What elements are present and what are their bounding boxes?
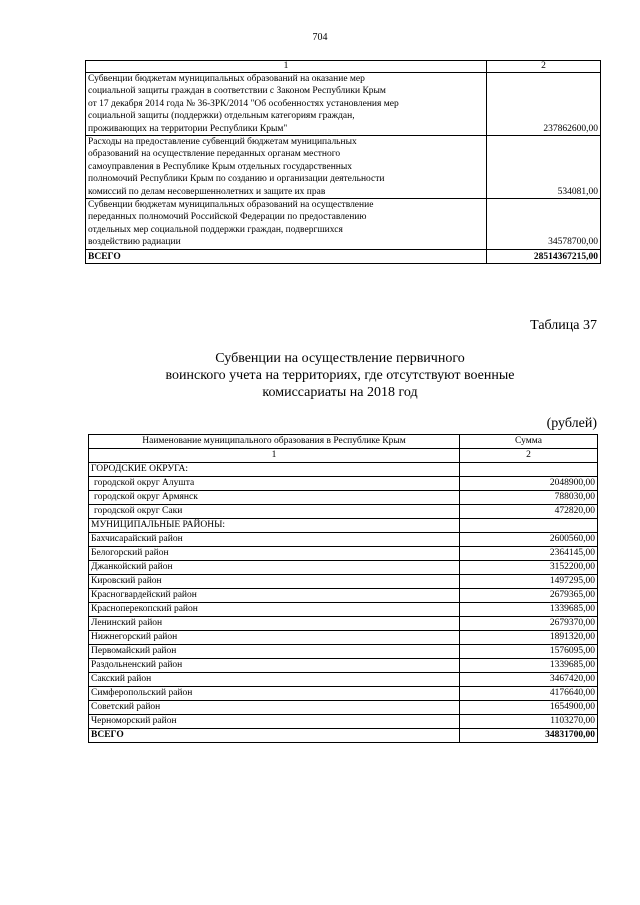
municipality-name: Ленинский район [89, 617, 460, 631]
header-name: Наименование муниципального образования в Республике Крым [89, 435, 460, 449]
municipality-name: городской округ Армянск [89, 491, 460, 505]
row-description [86, 136, 487, 199]
table-title [100, 350, 580, 401]
municipality-sum: 2679365,00 [460, 589, 598, 603]
subventions-table [85, 60, 601, 264]
municipality-sum: 3152200,00 [460, 561, 598, 575]
table-row [89, 687, 598, 701]
title-line: воинского учета на территориях, где отсутствуют военные [165, 368, 515, 383]
page-number: 704 [312, 32, 328, 43]
table-row [89, 617, 598, 631]
table-row [89, 491, 598, 505]
total-sum: 34831700,00 [460, 729, 598, 743]
description-line: социальной защиты (поддержки) отдельным категориям граждан, [88, 111, 355, 122]
municipality-name: Кировский район [89, 575, 460, 589]
municipality-sum: 1103270,00 [460, 715, 598, 729]
table-row [89, 589, 598, 603]
section-heading-row [89, 463, 598, 477]
description-line: проживающих на территории Республики Крым" [88, 123, 288, 134]
column-number-2: 2 [487, 61, 601, 73]
municipality-name: городской округ Алушта [89, 477, 460, 491]
municipality-sum: 1654900,00 [460, 701, 598, 715]
table-row [89, 477, 598, 491]
section-heading-row [89, 519, 598, 533]
military-registration-table [88, 434, 598, 743]
table-row [89, 505, 598, 519]
total-label: ВСЕГО [89, 729, 460, 743]
table-row [86, 136, 601, 199]
municipality-name: Первомайский район [89, 645, 460, 659]
municipality-name: Нижнегорский район [89, 631, 460, 645]
municipality-name: Черноморский район [89, 715, 460, 729]
table-row [89, 533, 598, 547]
table-row [89, 673, 598, 687]
table-row [89, 561, 598, 575]
table-row [86, 73, 601, 136]
municipality-name: Раздольненский район [89, 659, 460, 673]
total-row [86, 249, 601, 263]
table-row [89, 547, 598, 561]
municipal-districts-heading: МУНИЦИПАЛЬНЫЕ РАЙОНЫ: [89, 519, 460, 533]
row-description [86, 73, 487, 136]
description-line: полномочий Республики Крым по созданию и организации деятельности [88, 174, 385, 185]
currency-unit: (рублей) [546, 416, 597, 431]
municipality-sum: 1339685,00 [460, 659, 598, 673]
municipality-name: Джанкойский район [89, 561, 460, 575]
municipality-name: Красногвардейский район [89, 589, 460, 603]
row-amount: 534081,00 [487, 136, 601, 199]
municipality-sum: 788030,00 [460, 491, 598, 505]
table-label: Таблица 37 [530, 318, 597, 333]
description-line: самоуправления в Республике Крым отдельных государственных [88, 161, 352, 172]
municipality-sum: 2048900,00 [460, 477, 598, 491]
description-line: Субвенции бюджетам муниципальных образований на осуществление [88, 200, 374, 211]
table-row [89, 645, 598, 659]
municipality-sum: 472820,00 [460, 505, 598, 519]
municipality-sum: 1339685,00 [460, 603, 598, 617]
total-amount: 28514367215,00 [487, 249, 601, 263]
description-line: Субвенции бюджетам муниципальных образований на оказание мер [88, 74, 365, 84]
municipality-sum: 4176640,00 [460, 687, 598, 701]
header-sum: Сумма [460, 435, 598, 449]
row-amount: 34578700,00 [487, 199, 601, 250]
table-row [86, 199, 601, 250]
empty-cell [460, 463, 598, 477]
column-numbers-row [89, 449, 598, 463]
total-label: ВСЕГО [86, 249, 487, 263]
description-line: комиссий по делам несовершеннолетних и защите их прав [88, 186, 326, 197]
municipality-sum: 1576095,00 [460, 645, 598, 659]
urban-districts-heading: ГОРОДСКИЕ ОКРУГА: [89, 463, 460, 477]
table-row [89, 631, 598, 645]
empty-cell [460, 519, 598, 533]
description-line: Расходы на предоставление субвенций бюджетам муниципальных [88, 137, 357, 148]
description-line: отдельных мер социальной поддержки граждан, подвергшихся [88, 224, 343, 235]
column-number-1: 1 [89, 449, 460, 463]
municipality-sum: 1891320,00 [460, 631, 598, 645]
table-row [89, 701, 598, 715]
table-header-row [89, 435, 598, 449]
description-line: социальной защиты граждан в соответствии с Законом Республики Крым [88, 86, 386, 97]
description-line: переданных полномочий Российской Федерации по предоставлению [88, 212, 367, 223]
table-header-row [86, 61, 601, 73]
table-row [89, 575, 598, 589]
description-line: воздействию радиации [88, 237, 181, 248]
title-line: Субвенции на осуществление первичного [215, 351, 465, 366]
municipality-sum: 2679370,00 [460, 617, 598, 631]
municipality-name: Сакский район [89, 673, 460, 687]
table-row [89, 603, 598, 617]
table-row [89, 659, 598, 673]
municipality-name: Белогорский район [89, 547, 460, 561]
table-row [89, 715, 598, 729]
title-line: комиссариаты на 2018 год [262, 385, 418, 400]
column-number-2: 2 [460, 449, 598, 463]
municipality-name: Красноперекопский район [89, 603, 460, 617]
municipality-name: городской округ Саки [89, 505, 460, 519]
municipality-sum: 1497295,00 [460, 575, 598, 589]
column-number-1: 1 [86, 61, 487, 73]
municipality-sum: 2364145,00 [460, 547, 598, 561]
municipality-name: Бахчисарайский район [89, 533, 460, 547]
municipality-sum: 2600560,00 [460, 533, 598, 547]
description-line: от 17 декабря 2014 года № 36-ЗРК/2014 "Об особенностях установления мер [88, 98, 399, 109]
total-row [89, 729, 598, 743]
row-description [86, 199, 487, 250]
description-line: образований на осуществление переданных органам местного [88, 149, 341, 160]
row-amount: 237862600,00 [487, 73, 601, 136]
municipality-name: Советский район [89, 701, 460, 715]
municipality-name: Симферопольский район [89, 687, 460, 701]
municipality-sum: 3467420,00 [460, 673, 598, 687]
